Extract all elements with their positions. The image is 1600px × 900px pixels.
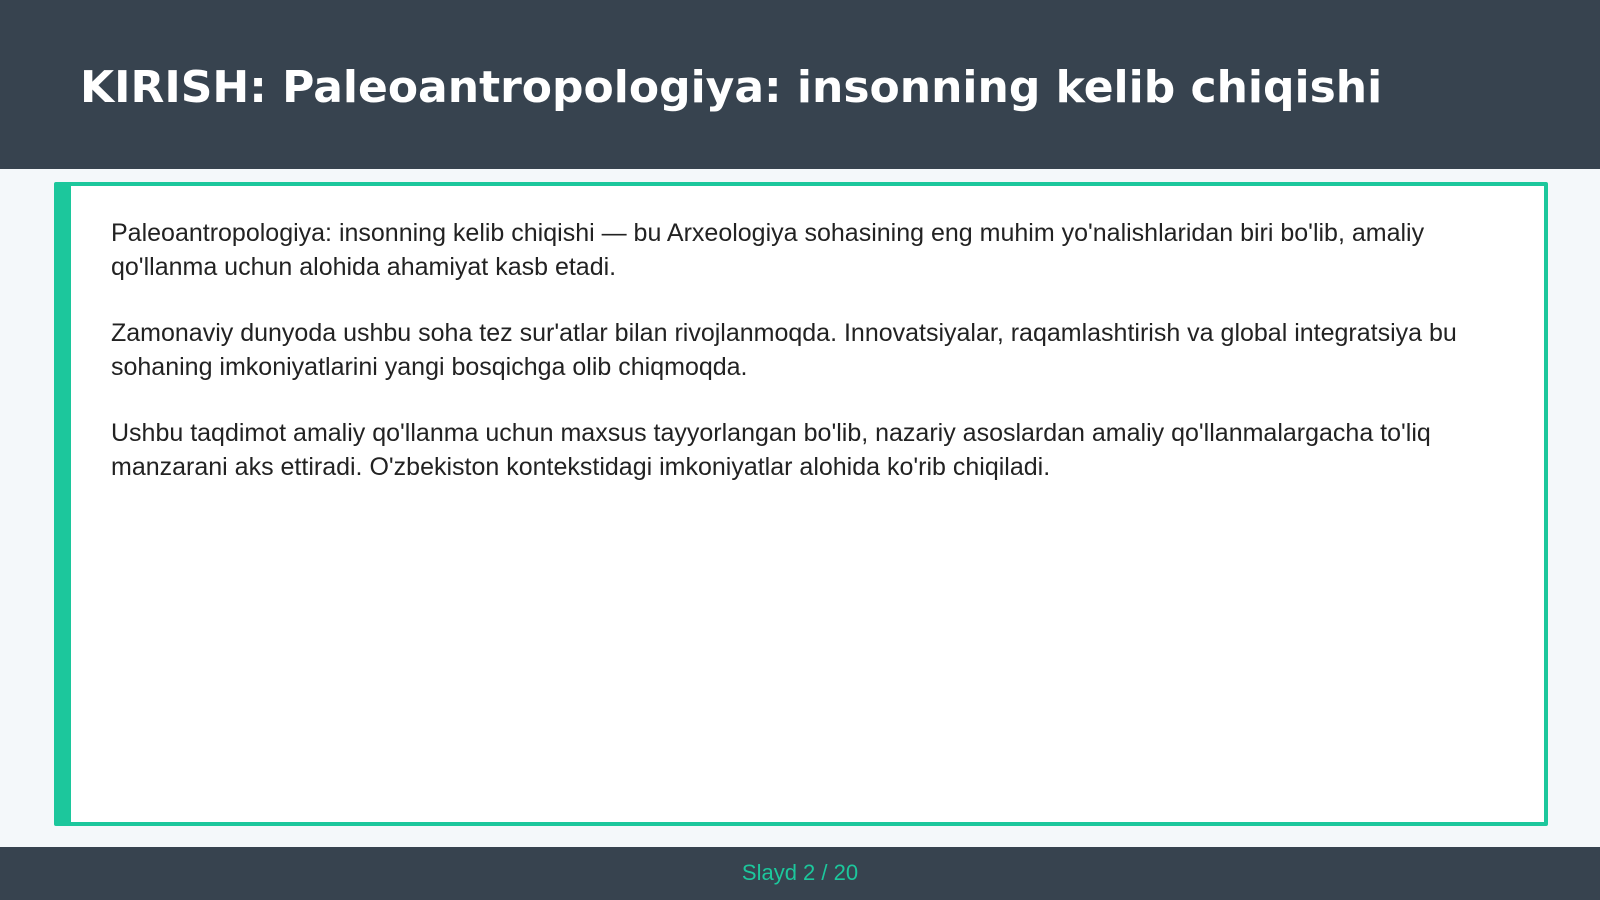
slide-number: Slayd 2 / 20 [741,860,859,885]
slide-footer [0,847,1600,900]
content-panel [54,182,1548,826]
paragraph-list [111,216,1511,516]
presentation-purpose-paragraph: Ushbu taqdimot amaliy qo'llanma uchun maxsus tayyorlangan bo'lib, nazariy asoslardan amaliy qo'llanmalargacha to'liq manzarani aks ettiradi. O'zbekiston kontekstidagi imkoniyatlar alohida ko'rib chiqiladi. [111,419,1431,481]
modern-world-paragraph: Zamonaviy dunyoda ushbu soha tez sur'atlar bilan rivojlanmoqda. Innovatsiyalar, raqamlashtirish va global integratsiya bu sohaning imkoniyatlarini yangi bosqichga olib chiqmoqda. [111,319,1457,381]
intro-paragraph: Paleoantropologiya: insonning kelib chiqishi — bu Arxeologiya sohasining eng muhim yo'nalishlaridan biri bo'lib, amaliy qo'llanma uchun alohida ahamiyat kasb etadi. [111,219,1425,281]
slide-title: KIRISH: Paleoantropologiya: insonning kelib chiqishi [80,62,1383,113]
slide-header [0,0,1600,169]
